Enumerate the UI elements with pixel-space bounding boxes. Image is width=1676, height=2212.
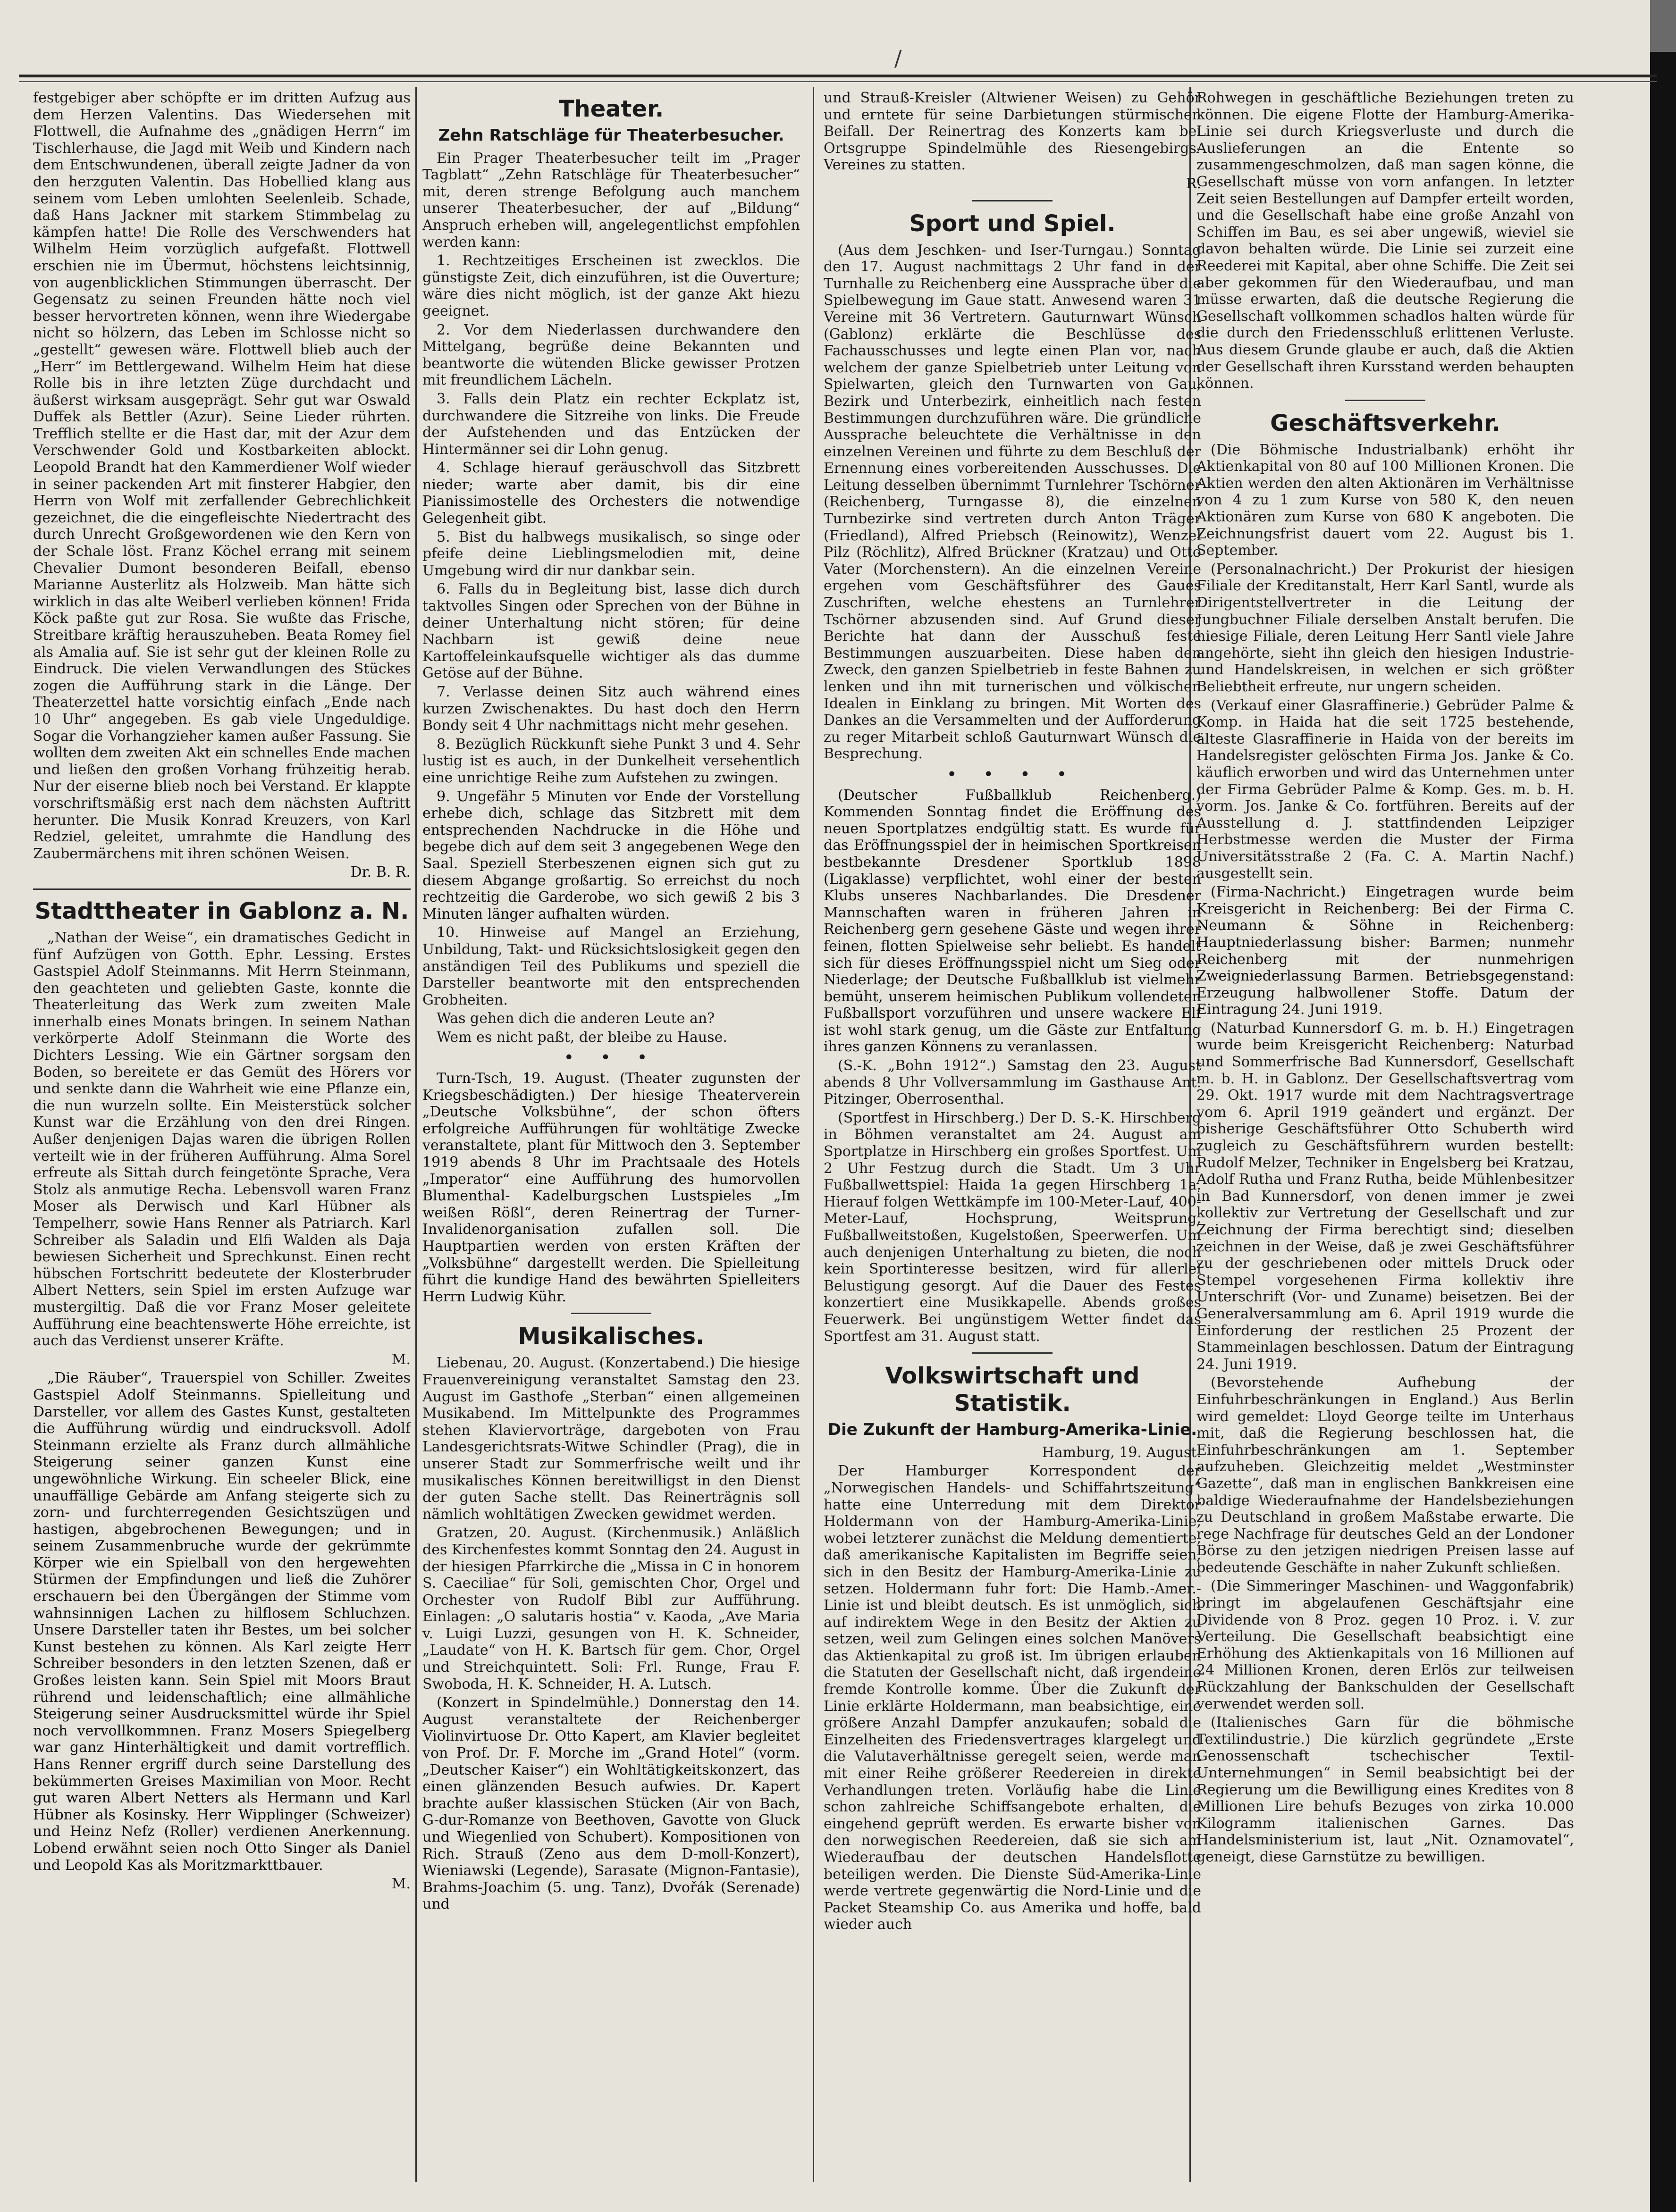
section-heading: Geschäftsverkehr.: [1270, 410, 1500, 436]
scan-edge-strip: [1650, 0, 1676, 2212]
advice-item: 3. Falls dein Platz ein rechter Eckplatz ist, durchwandere die Sitzreihe von links. Die Freude der Aufstehenden und das Entzücken der Hintermänner sei dir Lohn genug.: [422, 390, 800, 458]
business-notice: (Die Simmeringer Maschinen- und Waggonfabrik) bringt im abgelaufenen Geschäftsjahr eine Dividende von 8 Proz. gegen 10 Proz. i. V. zur Verteilung. Die Gesellschaft beabsichtigt eine Erhöhung des Aktienkapitals von 16 Millionen auf 24 Millionen Kronen, deren Erlös zur teilweisen Rückzahlung der Bankschulden der Gesellschaft verwendet werden soll.: [1196, 1578, 1574, 1712]
header-rule-thin: [19, 81, 1657, 82]
business-notice: (Verkauf einer Glasraffinerie.) Gebrüder Palme & Komp. in Haida hat die seit 1725 bestehende, älteste Glasraffinerie in Haida von der bereits im Handelsregister gelöschten Firma Jos. Janke & Co. käuflich erworben und wird das Unternehmen unter der Firma Gebrüder Palme & Komp. Ges. m. b. H. vorm. Jos. Janke & Co. fortführen. Bereits auf der Ausstellung d. J. stattfindenden Leipziger Herbstmesse werden die Muster der Firma Universitätsstraße 2 (Fa. C. A. Martin Nachf.) ausgestellt sein.: [1196, 697, 1574, 882]
article-paragraph: „Die Räuber“, Trauerspiel von Schiller. Zweites Gastspiel Adolf Steinmanns. Spielleitung und Darsteller, vor allem des Gastes Kunst, gestalteten die Aufführung würdig und eindrucksvoll. Adolf Steinmann erzielte als Franz durch allmähliche Steigerung seiner ganzen Kunst eine ungewöhnliche Wirkung. Ein scheeler Blick, eine unauffällige Gebärde am Anfang steigerte sich zu zorn- und furchterregenden Gesichtszügen und hastigen, abgebrochenen Bewegungen; und in seinem Zusammenbruche wurde der gekrümmte Körper wie ein Spielball von den hergewehten Stürmen der Empfindungen und ließ die Zuhörer erschauern bei den Übergängen der Stimme vom wahnsinnigen Lachen zu hilflosem Schluchzen. Unsere Darsteller taten ihr Bestes, um bei solcher Kunst bestehen zu können. Als Karl zeigte Herr Schreiber besonders in den letzten Szenen, daß er Großes leisten kann. Sein Spiel mit Moors Braut rührend und leidenschaftlich; eine allmähliche Steigerung seiner Ausdrucksmittel würde ihr Spiel noch vervollkommnen. Franz Mosers Spiegelberg war ganz Hinterhältigkeit und damit vortrefflich. Hans Renner ergriff durch seine Darstellung des bekümmerten Greises Maximilian von Moor. Recht gut waren Albert Netters als Hermann und Karl Hübner als Kosinsky. Herr Wipplinger (Schweizer) und Heinz Nefz (Roller) verdienen Anerkennung. Lobend erwähnt seien noch Otto Singer als Daniel und Leopold Kas als Moritzmarkttbauer.: [33, 1370, 411, 1874]
advice-item: 2. Vor dem Niederlassen durchwandere den Mittelgang, begrüße deine Bekannten und beantworte die wütenden Blicke gewisser Protzen mit freundlichem Lächeln.: [422, 321, 800, 389]
article-paragraph: Der Hamburger Korrespondent der „Norwegischen Handels- und Schiffahrtszeitung“ hatte eine Unterredung mit dem Direktor Holdermann von der Hamburg-Amerika-Linie, wobei letzterer zunächst die Meldung dementierte, daß amerikanische Kapitalisten im Begriffe seien, sich in den Besitz der Hamburg-Amerika-Linie zu setzen. Holdermann fuhr fort: Die Hamb.-Amer.-Linie ist und bleibt deutsch. Es ist unmöglich, sich auf indirektem Wege in den Besitz der Aktien zu setzen, weil zum Gelingen eines solchen Manövers das Aktienkapital zu groß ist. Im übrigen erlauben die Statuten der Gesellschaft nicht, daß irgendeine fremde Kontrolle komme. Über die Zukunft der Linie erklärte Holdermann, man beabsichtige, eine größere Anzahl Dampfer anzukaufen; sobald die Einzelheiten des Friedensvertrages klargelegt und die Valutaverhältnisse geregelt seien, werde man mit einer Reihe größerer Reedereien in direkte Verhandlungen treten. Vorläufig habe die Linie schon zahlreiche Schiffsangebote erhalten, die eingehend geprüft werden. Es erwarte bisher von den norwegischen Reedereien, daß sie sich am Wiederaufbau der deutschen Handelsflotte beteiligen werden. Die Dienste Süd-Amerika-Linie werde vertrete gegenwärtig die Nord-Linie und die Packet Steamship Co. aus Amerika und hoffe, bald wieder auch: [824, 1463, 1201, 1933]
article-paragraph: Turn-Tsch, 19. August. (Theater zugunsten der Kriegsbeschädigten.) Der hiesige Theaterverein „Deutsche Volksbühne“, der schon öfters erfolgreiche Aufführungen für wohltätige Zwecke veranstaltete, plant für Mittwoch den 3. September 1919 abends 8 Uhr im Prachtsaale des Hotels „Imperator“ eine Aufführung des humorvollen Blumenthal- Kadelburgschen Lustspieles „Im weißen Rößl“, deren Reinertrag der Turner-Invalidenorganisation zufallen soll. Die Hauptpartien werden von ersten Kräften der „Volksbühne“ dargestellt werden. Die Spielleitung führt die kundige Hand des bewährten Spielleiters Herrn Ludwig Kühr.: [422, 1070, 800, 1305]
closing-line: Was gehen dich die anderen Leute an?: [437, 1010, 715, 1027]
column-rule: [415, 87, 417, 2182]
article-paragraph: (Aus dem Jeschken- und Iser-Turngau.) Sonntag den 17. August nachmittags 2 Uhr fand in der Turnhalle zu Reichenberg eine Aussprache über die Spielbewegung im Gaue statt. Anwesend waren 31 Vereine mit 36 Vertretern. Gauturnwart Wünsch (Gablonz) erklärte die Beschlüsse des Fachausschusses und legte einen Plan vor, nach welchem der ganze Spielbetrieb unter Leitung von Spielwarten, gleich den Turnwarten von Gau, Bezirk und Unterbezirk, einheitlich nach festen Bestimmungen durchzuführen wäre. Die gründliche Aussprache beleuchtete die Verhältnisse in den einzelnen Vereinen und führte zu dem Beschluß der Ernennung eines vorbereitenden Ausschusses. Die Leitung desselben übernimmt Turnlehrer Tschörner (Reichenberg, Turngasse 8), die einzelnen Turnbezirke sind vertreten durch Anton Träger (Friedland), Alfred Priebsch (Reinowitz), Wenzel Pilz (Röchlitz), Alfred Brückner (Kratzau) und Otto Vater (Morchenstern). An die einzelnen Vereine ergehen vom Geschäftsführer des Gaues Zuschriften, welche ehestens an Turnlehrer Tschörner abzusenden sind. Auf Grund dieser Berichte hat dann der Ausschuß feste Bestimmungen auszuarbeiten. Diese haben den Zweck, den ganzen Spielbetrieb in feste Bahnen zu lenken und ihn mit turnerischen und völkischen Idealen in Einklang zu bringen. Mit Worten des Dankes an die Versammelten und der Aufforderung zu reger Mitarbeit schloß Gauturnwart Wünsch die Besprechung.: [824, 242, 1201, 762]
business-notice: (Personalnachricht.) Der Prokurist der hiesigen Filiale der Kreditanstalt, Herr Karl Santl, wurde als Dirigentstellvertreter in die Leitung der Jungbuchner Filiale derselben Anstalt berufen. Die hiesige Filiale, deren Leitung Herr Santl viele Jahre angehörte, sieht ihn gleich den hiesigen Industrie- und Handelskreisen, in welchen er sich größter Beliebtheit erfreute, nur ungern scheiden.: [1196, 561, 1574, 695]
article-signature: R.: [1186, 175, 1201, 192]
dot-separator: • • •: [564, 1049, 658, 1066]
article-paragraph: Rohwegen in geschäftliche Beziehungen treten zu können. Die eigene Flotte der Hamburg-Amerika-Linie sei durch Kriegsverluste und durch die Auslieferungen an die Entente so zusammengeschmolzen, daß man sagen könne, die Gesellschaft müsse von vorn anfangen. In letzter Zeit seien Bestellungen auf Dampfer erteilt worden, und die Gesellschaft habe eine große Anzahl von Schiffen im Bau, es sei aber ungewiß, wieviel sie davon behalten würde. Die Linie sei zurzeit eine Reederei mit Kapital, aber ohne Schiffe. Die Zeit sei aber gekommen für den Wiederaufbau, und man müsse erwarten, daß die deutsche Regierung die Gesellschaft vollkommen schadlos halten würde für die durch den Friedensschluß erlittenen Verluste. Aus diesem Grunde glaube er auch, daß die Aktien der Gesellschaft ihren Kursstand werden behaupten können.: [1196, 90, 1574, 392]
section-divider: [571, 1313, 651, 1314]
business-notice: (Italienisches Garn für die böhmische Textilindustrie.) Die kürzlich gegründete „Erste Genossenschaft tschechischer Textil-Unternehmungen“ in Semil beabsichtigt bei der Regierung um die Bewilligung eines Kredites von 8 Millionen Lire behufs Bezuges von zirka 10.000 Kilogramm italienischen Garnes. Das Handelsministerium ist, laut „Nit. Oznamovatel“, geneigt, diese Garnstütze zu bewilligen.: [1196, 1714, 1574, 1865]
header-rule: [19, 75, 1657, 77]
article-headline: Die Zukunft der Hamburg-Amerika-Linie.: [827, 1420, 1197, 1440]
section-heading: Stadttheater in Gablonz a. N.: [34, 897, 409, 924]
section-heading: Musikalisches.: [518, 1323, 705, 1350]
scan-edge-gap: [1650, 0, 1676, 52]
section-divider: [972, 200, 1053, 201]
advice-item: 1. Rechtzeitiges Erscheinen ist zwecklos. Die günstigste Zeit, dich einzuführen, ist die Ouverture; wäre dies nicht möglich, ist der ganze Akt hiezu geeignet.: [422, 252, 800, 319]
section-divider: [33, 888, 411, 890]
column-3: [824, 90, 1201, 2189]
business-notice: (Bevorstehende Aufhebung der Einfuhrbeschränkungen in England.) Aus Berlin wird gemeldet: Lloyd George teilte im Unterhaus mit, daß die Regierung beschlossen hat, die Einfuhrbeschränkungen am 1. September aufzuheben. Gleichzeitig meldet „Westminster Gazette“, daß man in englischen Bankkreisen eine baldige Wiederaufnahme der Handelsbeziehungen zu Deutschland in großem Maßstabe erwarte. Die rege Nachfrage für deutsches Geld an der Londoner Börse zu den jetzigen niedrigen Preisen lasse auf bedeutende Geschäfte in naher Zukunft schließen.: [1196, 1374, 1574, 1576]
advice-item: 9. Ungefähr 5 Minuten vor Ende der Vorstellung erhebe dich, schlage das Sitzbrett mit dem entsprechenden Nachdrucke in die Höhe und begebe dich auf dem seit 3 angegebenen Wege den Saal. Speziell Sterbeszenen eignen sich gut zu diesem Abgange großartig. So erreichst du noch rechtzeitig die Garderobe, wo sich gewiß 2 bis 3 Minuten länger aufhalten würden.: [422, 788, 800, 922]
article-paragraph: (S.-K. „Bohn 1912“.) Samstag den 23. August abends 8 Uhr Vollversammlung im Gasthause Ant. Pitzinger, Oberrosenthal.: [824, 1057, 1201, 1108]
article-signature: M.: [391, 1876, 411, 1893]
dateline: Hamburg, 19. August.: [1042, 1444, 1201, 1461]
article-paragraph: und Strauß-Kreisler (Altwiener Weisen) zu Gehör und erntete für seine Darbietungen stürmischen Beifall. Der Reinertrag des Konzerts kam bei Ortsgruppe Spindelmühle des Riesengebirgs-Vereines zu statten.: [824, 90, 1201, 174]
section-divider: [972, 1352, 1053, 1354]
article-signature: M.: [391, 1351, 411, 1368]
article-signature: Dr. B. R.: [350, 864, 411, 881]
advice-item: 6. Falls du in Begleitung bist, lasse dich durch taktvolles Singen oder Sprechen von der Bühne in deiner Unterhaltung nicht stören; für deine Nachbarn ist gewiß deine neue Kartoffeleinkaufsquelle wichtiger als das dumme Getöse auf der Bühne.: [422, 581, 800, 682]
advice-item: 7. Verlasse deinen Sitz auch während eines kurzen Zwischenaktes. Du hast doch den Herrn Bondy seit 4 Uhr nachmittags nicht mehr gesehen.: [422, 684, 800, 734]
business-notice: (Firma-Nachricht.) Eingetragen wurde beim Kreisgericht in Reichenberg: Bei der Firma C. Neumann & Söhne in Reichenberg: Hauptniederlassung bisher: Barmen; nunmehr Reichenberg mit der nunmehrigen Zweigniederlassung Barmen. Betriebsgegenstand: Erzeugung halbwollener Stoffe. Datum der Eintragung 24. Juni 1919.: [1196, 884, 1574, 1018]
section-divider: [1345, 400, 1425, 401]
section-heading: Theater.: [558, 96, 664, 122]
article-paragraph: (Sportfest in Hirschberg.) Der D. S.-K. Hirschberg in Böhmen veranstaltet am 24. August am Sportplatze in Hirschberg ein großes Sportfest. Um 2 Uhr Festzug durch die Stadt. Um 3 Uhr Fußballwettspiel: Haida 1a gegen Hirschberg 1a. Hierauf folgen Wettkämpfe im 100-Meter-Lauf, 400-Meter-Lauf, Hochsprung, Weitsprung, Fußballweitstoßen, Kugelstoßen, Speerwerfen. Um auch denjenigen Unterhaltung zu bieten, die noch kein Sportinteresse besitzen, wird für allerlei Belustigung gesorgt. Auf die Dauer des Festes konzertiert eine Musikkapelle. Abends großes Feuerwerk. Bei ungünstigem Wetter findet das Sportfest am 31. August statt.: [824, 1109, 1201, 1345]
advice-item: 8. Bezüglich Rückkunft siehe Punkt 3 und 4. Sehr lustig ist es auch, in der Dunkelheit versehentlich eine unrichtige Reihe zum Aufstehen zu zwingen.: [422, 736, 800, 786]
page-mark: /: [894, 45, 902, 71]
article-paragraph: „Nathan der Weise“, ein dramatisches Gedicht in fünf Aufzügen von Gotth. Ephr. Lessing. Erstes Gastspiel Adolf Steinmanns. Mit Herrn Steinmann, den geachteten und geliebten Gaste, konnte die Theaterleitung das Werk zum zweiten Male innerhalb eines Monats bringen. In seinem Nathan verkörperte Adolf Steinmann die Worte des Dichters Lessing. Wie ein Gärtner sorgsam den Boden, so bereitete er das Gemüt des Hörers vor und senkte dann die Wahrheit wie eine Pflanze ein, die nun wurzeln sollte. Ein Meisterstück solcher Kunst war die Erzählung von den drei Ringen. Außer denjenigen Dajas waren die übrigen Rollen verteilt wie in der früheren Aufführung. Alma Sorel erfreute als Sittah durch feingetönte Sprache, Vera Stolz als anmutige Recha. Lebensvoll waren Franz Moser als Derwisch und Karl Hübner als Tempelherr, sowie Hans Renner als Patriarch. Karl Schreiber als Saladin und Elfi Walden als Daja bewiesen Sicherheit und Sprechkunst. Einen recht hübschen Fortschritt bedeutete der Klosterbruder Albert Netters, sein Spiel im ersten Aufzuge war mustergiltig. Daß die vor Franz Moser geleitete Aufführung eine beachtenswerte Höhe erreichte, ist auch das Verdienst unserer Kräfte.: [33, 929, 411, 1349]
column-rule: [813, 87, 814, 2182]
column-2: [422, 90, 800, 2189]
article-paragraph: Gratzen, 20. August. (Kirchenmusik.) Anläßlich des Kirchenfestes kommt Sonntag den 24. August in der hiesigen Pfarrkirche die „Missa in C in honorem S. Caeciliae“ für Soli, gemischten Chor, Orgel und Orchester von Rudolf Bibl zur Aufführung. Einlagen: „O salutaris hostia“ v. Kaoda, „Ave Maria v. Luigi Luzzi, gesungen von H. K. Schneider, „Laudate“ von H. K. Bartsch für gem. Chor, Orgel und Streichquintett. Soli: Frl. Runge, Frau F. Swoboda, H. K. Schneider, H. A. Lutsch.: [422, 1525, 800, 1693]
article-headline: Zehn Ratschläge für Theaterbesucher.: [438, 126, 784, 145]
advice-item: 10. Hinweise auf Mangel an Erziehung, Unbildung, Takt- und Rücksichtslosigkeit gegen den anständigen Teil des Publikums und speziell die Darsteller beantworte mit den entsprechenden Grobheiten.: [422, 924, 800, 1008]
business-notice: (Naturbad Kunnersdorf G. m. b. H.) Eingetragen wurde beim Kreisgericht Reichenberg: Naturbad und Sommerfrische Bad Kunnersdorf, Gesellschaft m. b. H. in Gablonz. Der Gesellschaftsvertrag vom 29. Okt. 1917 wurde mit dem Nachtragsvertrage vom 6. April 1919 geändert und ergänzt. Der bisherige Geschäftsführer Otto Schuberth wird zugleich zu Geschäftsführern wurden bestellt: Rudolf Melzer, Techniker in Engelsberg bei Kratzau, Adolf Rutha und Franz Rutha, beide Mühlenbesitzer in Bad Kunnersdorf, von denen immer je zwei kollektiv zur Vertretung der Gesellschaft und zur Zeichnung der Firma berechtigt sind; dieselben zeichnen in der Weise, daß je zwei Geschäftsführer zu der geschriebenen oder mittels Druck oder Stempel vorgesehenen Firma kollektiv ihre Unterschrift (Vor- und Zuname) beisetzen. Bei der Generalversammlung am 6. April 1919 wurde die Einforderung der restlichen 25 Prozent der Stammeinlagen beschlossen. Datum der Eintragung 24. Juni 1919.: [1196, 1020, 1574, 1373]
article-paragraph: (Deutscher Fußballklub Reichenberg.) Kommenden Sonntag findet die Eröffnung des neuen Sportplatzes endgültig statt. Es wurde für das Eröffnungsspiel der in heimischen Sportkreisen bestbekannte Dresdener Sportklub 1898 (Ligaklasse) verpflichtet, wohl einer der besten Klubs unseres Nachbarlandes. Die Dresdener Mannschaften waren in früheren Jahren in Reichenberg gern gesehene Gäste und wegen ihrer feinen, flotten Spielweise sehr beliebt. Es handelt sich für dieses Eröffnungsspiel nicht um Sieg oder Niederlage; der Deutsche Fußballklub ist vielmehr bemüht, unserem heimischen Publikum vollendeten Fußballsport vorzuführen und unsere wackere Elf ist wohl stark genug, um die Gäste zur Entfaltung ihres ganzen Könnens zu veranlassen.: [824, 787, 1201, 1056]
article-paragraph: festgebiger aber schöpfte er im dritten Aufzug aus dem Herzen Valentins. Das Wiedersehen mit Flottwell, die Aufnahme des „gnädigen Herrn“ im Tischlerhause, die Jagd mit Weib und Kindern nach dem Entschwundenen, überall zeigte Jadner da von den herzguten Valentin. Das Hobellied klang aus seinem vom Leben umlohten Seelenleib. Schade, daß Hans Jackner mit starkem Stimmbelag zu kämpfen hatte! Die Rolle des Verschwenders hat Wilhelm Heim vorzüglich aufgefaßt. Flottwell erschien nie im Übermut, höchstens leichtsinnig, von augenblicklichen Stimmungen überrascht. Der Gegensatz zu seinen Freunden hätte noch viel besser hervortreten können, wenn ihre Wiedergabe nicht so hölzern, das Leben im Schlosse nicht so „gestellt“ gewesen wäre. Flottwell blieb auch der „Herr“ im Bettlergewand. Wilhelm Heim hat diese Rolle bis in ihre letzten Züge durchdacht und äußerst wirksam ausgeprägt. Sehr gut war Oswald Duffek als Bettler (Azur). Seine Lieder rührten. Trefflich stellte er die Hast dar, mit der Azur dem Verschwender Gold und Kostbarkeiten ablockt. Leopold Brandt hat den Kammerdiener Wolf wieder in seiner packenden Art mit finsterer Habgier, den Herrn von Wolf mit zerfallender Gebrechlichkeit gezeichnet, die die eingefleischte Niedertracht des durch Unrecht Großgewordenen wie den Kern von der Schale löst. Franz Köchel errang mit seinem Chevalier Dumont besonderen Beifall, ebenso Marianne Austerlitz als Holzweib. Man hätte sich wirklich in das alte Weiberl verlieben können! Frida Köck paßte gut zur Rosa. Sie wußte das Frische, Streitbare kräftig herauszuheben. Beata Romey fiel als Amalia auf. Sie ist sehr gut der kleinen Rolle zu Eindruck. Die vielen Verwandlungen des Stückes zogen die Aufführung stark in die Länge. Der Theaterzettel hatte vorsichtig einfach „Ende nach 10 Uhr“ angegeben. Es gab viele Ungeduldige. Sogar die Vorhangzieher kamen außer Fassung. Sie wollten dem zweiten Akt ein schnelles Ende machen und ließen den großen Vorhang frühzeitig herab. Nur der eiserne blieb noch bei Verstand. Er klappte vorschriftsmäßig erst nach dem nächsten Auftritt herunter. Die Musik Konrad Kreuzers, von Karl Redziel, geleitet, umrahmte die Handlung des Zaubermärchens mit ihren schönen Weisen.: [33, 90, 411, 862]
section-heading: Sport und Spiel.: [909, 210, 1116, 237]
article-paragraph: (Konzert in Spindelmühle.) Donnerstag den 14. August veranstaltete der Reichenberger Violinvirtuose Dr. Otto Kapert, am Klavier begleitet von Prof. Dr. F. Morche im „Grand Hotel“ (vorm. „Deutscher Kaiser“) ein Wohltätigkeitskonzert, das einen glänzenden Besuch aufwies. Dr. Kapert brachte außer klassischen Stücken (Air von Bach, G-dur-Romanze von Beethoven, Gavotte von Gluck und Wiegenlied von Schubert). Kompositionen von Rich. Strauß (Zeno aus dem D-moll-Konzert), Wieniawski (Legende), Sarasate (Mignon-Fantasie), Brahms-Joachim (5. ung. Tanz), Dvořák (Serenade) und: [422, 1694, 800, 1913]
closing-line: Wem es nicht paßt, der bleibe zu Hause.: [437, 1029, 727, 1046]
article-paragraph: Ein Prager Theaterbesucher teilt im „Prager Tagblatt“ „Zehn Ratschläge für Theaterbesucher“ mit, deren strenge Befolgung auch manchem unserer Theaterbesucher, der auf „Bildung“ Anspruch erheben will, angelegentlichst empfohlen werden kann:: [422, 150, 800, 251]
advice-item: 4. Schlage hierauf geräuschvoll das Sitzbrett nieder; warte aber damit, bis dir eine Pianissimostelle des Orchesters die notwendige Gelegenheit gibt.: [422, 460, 800, 527]
section-heading: Volkswirtschaft und Statistik.: [885, 1363, 1140, 1417]
column-4: [1196, 90, 1574, 2189]
column-1: [33, 90, 411, 2189]
dot-separator: • • • •: [947, 766, 1078, 783]
article-paragraph: Liebenau, 20. August. (Konzertabend.) Die hiesige Frauenvereinigung veranstaltet Samstag den 23. August im Gasthofe „Sterban“ einen allgemeinen Musikabend. Im Mittelpunkte des Programmes stehen Klaviervorträge, dargeboten von Frau Landesgerichtsrats-Witwe Schindler (Prag), die in unserer Stadt zur Sommerfrische weilt und ihr musikalisches Können bereitwilligst in den Dienst der guten Sache stellt. Das Reinerträgnis soll nämlich wohltätigen Zwecken gewidmet werden.: [422, 1355, 800, 1523]
business-notice: (Die Böhmische Industrialbank) erhöht ihr Aktienkapital von 80 auf 100 Millionen Kronen. Die Aktien werden den alten Aktionären im Verhältnisse von 4 zu 1 zum Kurse von 580 K, den neuen Aktionären zum Kurse von 680 K angeboten. Die Zeichnungsfrist dauert vom 22. August bis 1. September.: [1196, 441, 1574, 559]
advice-item: 5. Bist du halbwegs musikalisch, so singe oder pfeife deine Lieblingsmelodien mit, deine Umgebung wird dir nur dankbar sein.: [422, 528, 800, 579]
